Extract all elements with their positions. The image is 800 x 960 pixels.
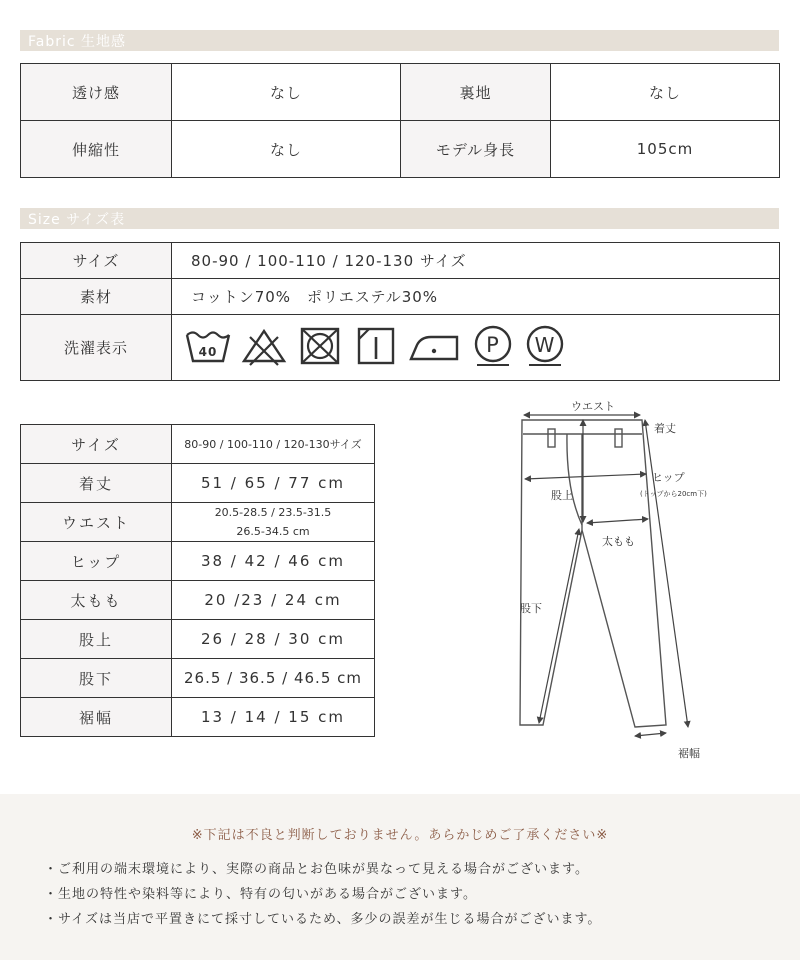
size-table	[20, 242, 780, 381]
table-row	[21, 279, 780, 315]
table-row	[21, 464, 375, 503]
table-row	[21, 581, 375, 620]
measure-value-hem: 13 / 14 / 15 cm	[172, 698, 375, 737]
pants-outline	[520, 420, 666, 727]
table-row	[21, 315, 780, 381]
material-label: 素材	[21, 279, 172, 315]
no-bleach-icon	[240, 325, 288, 371]
table-row	[21, 659, 375, 698]
table-row	[21, 243, 780, 279]
rise-label: 股上	[551, 489, 573, 502]
table-row	[21, 503, 375, 542]
table-row	[21, 542, 375, 581]
care-label: 洗濯表示	[21, 315, 172, 381]
measure-value-hip: 38 / 42 / 46 cm	[172, 542, 375, 581]
measure-value-length: 51 / 65 / 77 cm	[172, 464, 375, 503]
table-row	[21, 698, 375, 737]
measure-value-rise: 26 / 28 / 30 cm	[172, 620, 375, 659]
list-item: ・サイズは当店で平置きにて採寸しているため、多少の誤差が生じる場合がございます。	[44, 912, 602, 927]
lining-label: 裏地	[401, 64, 551, 121]
line-dry-shade-icon	[351, 325, 399, 371]
table-row	[21, 64, 780, 121]
measure-label-hip: ヒップ	[21, 542, 172, 581]
table-row	[21, 620, 375, 659]
wet-clean-letter: W	[534, 332, 556, 357]
measure-label-thigh: 太もも	[21, 581, 172, 620]
dry-clean-letter: P	[486, 332, 500, 357]
size-label: サイズ	[21, 243, 172, 279]
waist-label: ウエスト	[571, 400, 615, 413]
measure-label-size: サイズ	[21, 425, 172, 464]
lining-value: なし	[551, 64, 780, 121]
hip-note-label: (トップから20cm下)	[640, 490, 707, 498]
sheerness-label: 透け感	[21, 64, 172, 121]
size-section-header	[20, 208, 779, 229]
fabric-section-title: Fabric 生地感	[28, 34, 127, 50]
model-height-label: モデル身長	[401, 121, 551, 178]
measure-value-size: 80-90 / 100-110 / 120-130サイズ	[172, 425, 375, 464]
measure-label-rise: 股上	[21, 620, 172, 659]
measure-value-inseam: 26.5 / 36.5 / 46.5 cm	[172, 659, 375, 698]
notes-panel	[0, 794, 800, 960]
fabric-section-header	[20, 30, 779, 51]
size-section-title: Size サイズ表	[28, 212, 126, 228]
no-tumble-dry-icon	[296, 325, 344, 371]
hem-label: 裾幅	[678, 747, 700, 760]
list-item: ・ご利用の端末環境により、実際の商品とお色味が異なって見える場合がございます。	[44, 862, 589, 877]
measure-label-hem: 裾幅	[21, 698, 172, 737]
dry-clean-p-icon	[471, 324, 515, 372]
pants-diagram	[480, 395, 780, 775]
measure-value-thigh: 20 /23 / 24 cm	[172, 581, 375, 620]
wash-40-icon	[184, 325, 232, 371]
list-item: ・生地の特性や染料等により、特有の匂いがある場合がございます。	[44, 887, 477, 902]
measure-value-waist	[172, 503, 375, 542]
iron-low-icon	[407, 325, 463, 371]
waist-value-line2: 26.5-34.5 cm	[236, 525, 310, 538]
stretch-label: 伸縮性	[21, 121, 172, 178]
table-row	[21, 121, 780, 178]
model-height-value: 105cm	[551, 121, 780, 178]
measurement-table	[20, 424, 375, 737]
care-icons-cell	[172, 315, 780, 381]
hip-label: ヒップ	[652, 471, 685, 484]
measure-label-waist: ウエスト	[21, 503, 172, 542]
sheerness-value: なし	[172, 64, 401, 121]
table-row	[21, 425, 375, 464]
length-label: 着丈	[654, 422, 676, 435]
measure-label-inseam: 股下	[21, 659, 172, 698]
notes-list	[44, 860, 601, 935]
waist-value-line1: 20.5-28.5 / 23.5-31.5	[214, 506, 332, 519]
size-value: 80-90 / 100-110 / 120-130 サイズ	[172, 243, 780, 279]
inseam-label: 股下	[520, 602, 542, 615]
wet-clean-w-icon	[523, 324, 567, 372]
measure-label-length: 着丈	[21, 464, 172, 503]
material-value: コットン70% ポリエステル30%	[172, 279, 780, 315]
notes-title: ※下記は不良と判断しておりません。あらかじめご了承ください※	[191, 828, 609, 843]
stretch-value: なし	[172, 121, 401, 178]
fabric-table	[20, 63, 780, 178]
thigh-label: 太もも	[602, 535, 635, 548]
wash-temp-text: 40	[198, 344, 218, 359]
